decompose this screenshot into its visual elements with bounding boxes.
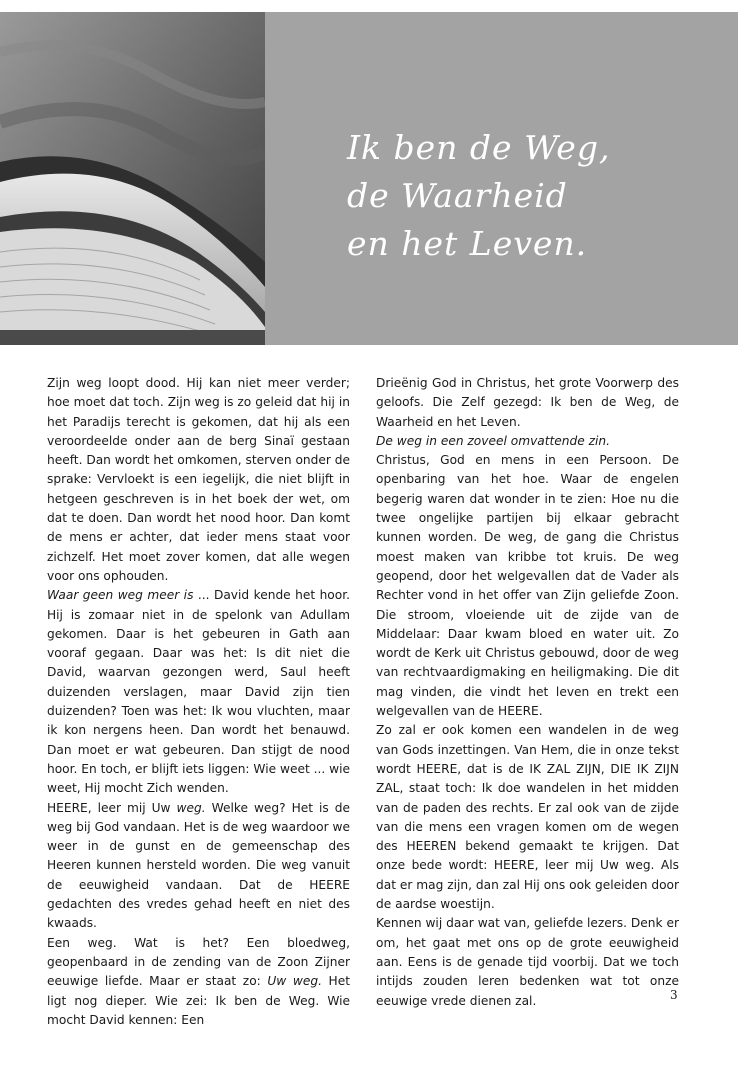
- paragraph: Zijn weg loopt dood. Hij kan niet meer verder; hoe moet dat toch. Zijn weg is zo geleid dat hij in het Paradijs terecht is gekomen, dat hij als een veroordeelde onder aan de berg Sinaï gestaan heeft. Dan wordt het omkomen, sterven onder de sprake: Vervloekt is een iegelijk, die niet blijft in hetgeen geschreven is in het boek der wet, om dat te doen. Dan wordt het nood hoor. Dan komt de mens er achter, dat ieder mens staat voor zichzelf. Het moet zover komen, dat alle wegen voor ons ophouden.: [47, 376, 350, 583]
- paragraph-text: HEERE, leer mij Uw: [47, 800, 177, 815]
- paragraph-text: Welke weg? Het is de weg bij God vandaan. Het is de weg waardoor we weer in de gunst en de gemeenschap des Heeren kunnen hersteld worden. Die weg vanuit de eeuwigheid vandaan. Dat de HEERE gedachten des vredes gehad heeft en niet des kwaads.: [47, 800, 351, 931]
- italic-phrase: Waar geen weg meer is: [47, 588, 194, 603]
- quote-heading: [347, 124, 610, 268]
- page-number: 3: [670, 988, 678, 1002]
- paragraph: [47, 799, 350, 934]
- paragraph: Kennen wij daar wat van, geliefde lezers. Denk er om, het gaat met ons op de grote eeuwigheid aan. Eens is de genade tijd voorbij. Dat we toch intijds zouden leren bedenken wat tot onze eeuwige vrede dienen zal.: [376, 916, 679, 1008]
- paragraph-text: Het ligt nog dieper. Wie zei: Ik ben de Weg. Wie mocht David kennen: Een: [47, 974, 350, 1027]
- italic-phrase: weg.: [176, 800, 206, 815]
- italic-subheading: De weg in een zoveel omvattende zin.: [376, 433, 611, 448]
- paragraph-text: ... David kende het hoor. Hij is zomaar niet in de spelonk van Adullam gekomen. Daar is het gebeuren in Gath aan vooraf gegaan. Daar was het: Is dit niet die David, waarvan gezongen werd, Saul heeft duizenden verslagen, maar David zijn tien duizenden? Toen was het: Ik wou vluchten, maar ik kon nergens heen. Dan wordt het benauwd. Dan moet er wat gebeuren. Dan stijgt de nood hoor. En toch, er blijft iets liggen: Wie weet ... wie weet, Hij mocht Zich wenden.: [47, 588, 350, 796]
- left-column: [47, 374, 350, 1030]
- quote-panel: [265, 12, 738, 345]
- paragraph: [47, 934, 350, 1030]
- paragraph: Christus, God en mens in een Persoon. De openbaring van het hoe. Waar de engelen begerig waren dat wonder in te zien: Hoe nu die twee ongelijke partijen bij elkaar gebracht kunnen worden. De weg, de gang die Christus moest maken van kribbe tot kruis. De weg geopend, door het welgevallen dat de Vader als Rechter vond in het offer van Zijn geliefde Zoon. Die stroom, vloeiende uit de zijde van de Middelaar: Daar kwam bloed en water uit. Zo wordt de Kerk uit Christus gebouwd, door de weg van rechtvaardigmaking en heiligmaking. Die dit mag vinden, die vindt het leven en trekt een welgevallen van de HEERE.: [376, 453, 679, 719]
- quote-line: en het Leven.: [347, 224, 588, 263]
- right-column: [376, 374, 679, 1011]
- italic-phrase: Uw weg.: [267, 974, 322, 989]
- open-book-image: [0, 12, 265, 345]
- open-book-photo: [0, 12, 265, 345]
- quote-line: Ik ben de Weg,: [347, 128, 611, 167]
- quote-line: de Waarheid: [347, 176, 568, 215]
- paragraph-text: Een weg. Wat is het? Een bloedweg, geopenbaard in de zending van de Zoon Zijner eeuwige liefde. Maar er staat zo:: [47, 935, 350, 989]
- paragraph: [47, 586, 350, 798]
- header-banner: [0, 12, 738, 345]
- paragraph: Zo zal er ook komen een wandelen in de weg van Gods inzettingen. Van Hem, die in onze tekst wordt HEERE, dat is de IK ZAL ZIJN, DIE IK ZIJN ZAL, staat toch: Ik doe wandelen in het midden van de paden des rechts. Er zal ook van de zijde van die mens een vragen komen om de wegen des HEEREN bekend gemaakt te krijgen. Dat onze bede wordt: HEERE, leer mij Uw weg. Als dat er mag zijn, dan zal Hij ons ook geleiden door de aardse woestijn.: [376, 723, 679, 912]
- paragraph: Drieënig God in Christus, het grote Voorwerp des geloofs. Die Zelf gezegd: Ik ben de Weg, de Waarheid en het Leven.: [376, 376, 679, 429]
